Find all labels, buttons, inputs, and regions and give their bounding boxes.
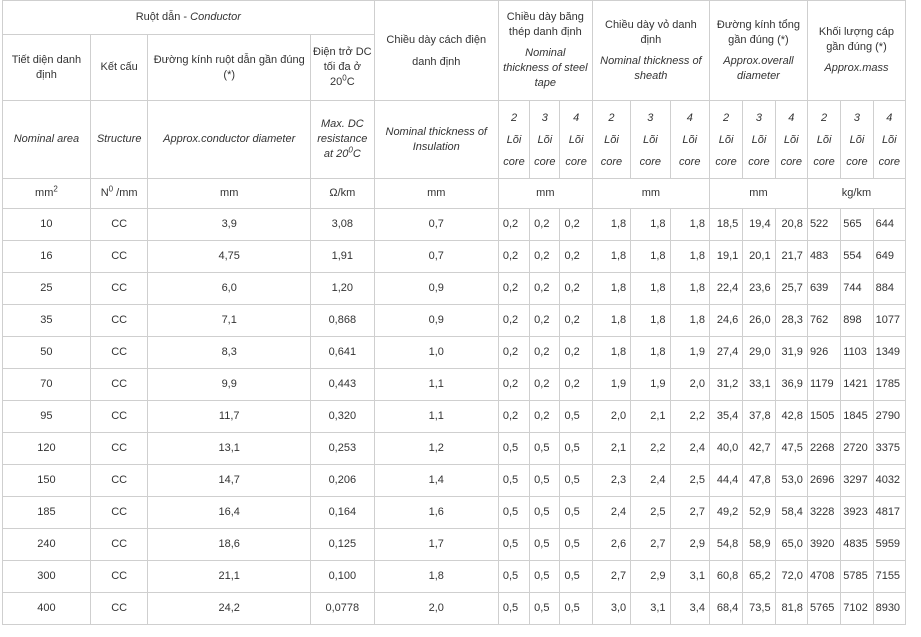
table-cell: 0,443 [311,369,375,401]
table-cell: 240 [3,529,91,561]
table-cell: 2,6 [592,529,630,561]
table-cell: CC [90,529,148,561]
table-cell: 7102 [841,593,873,625]
structure-header-vi [90,35,148,101]
table-cell: 1785 [873,369,905,401]
table-cell: 0,5 [560,561,592,593]
table-cell: 5959 [873,529,905,561]
table-row [3,497,906,529]
table-cell: 1,1 [374,369,498,401]
unit-diameter: mm [148,179,311,209]
table-row [3,337,906,369]
table-cell: 50 [3,337,91,369]
table-cell: 0,5 [530,465,560,497]
table-cell: 26,0 [743,305,775,337]
sheath-label-en: Nominal thickness of sheath [600,54,702,82]
table-cell: 2,4 [592,497,630,529]
table-cell: 5765 [807,593,840,625]
table-cell: 24,6 [709,305,742,337]
table-cell: 4817 [873,497,905,529]
table-cell: 25,7 [775,273,807,305]
table-cell: 19,1 [709,241,742,273]
table-cell: 0,5 [560,401,592,433]
table-cell: 2,2 [631,433,670,465]
table-cell: 29,0 [743,337,775,369]
table-cell: 14,7 [148,465,311,497]
table-cell: 0,2 [498,273,529,305]
tape-label-vi: Chiều dày băng thép danh định [506,11,584,38]
table-cell: 0,2 [498,369,529,401]
table-cell: 0,125 [311,529,375,561]
table-cell: 65,0 [775,529,807,561]
table-cell: 47,8 [743,465,775,497]
table-cell: 3375 [873,433,905,465]
table-cell: 1,8 [670,273,709,305]
table-cell: 3228 [807,497,840,529]
table-cell: 2720 [841,433,873,465]
conductor-group-header [3,1,375,35]
table-cell: 60,8 [709,561,742,593]
table-cell: CC [90,593,148,625]
table-cell: 20,8 [775,209,807,241]
diameter-label-en: Approx.conductor diameter [163,133,296,145]
overall-header [709,1,807,101]
table-cell: 2268 [807,433,840,465]
overall-label-vi: Đường kính tổng gần đúng (*) [716,18,800,46]
table-cell: 52,9 [743,497,775,529]
table-cell: 35 [3,305,91,337]
table-cell: 10 [3,209,91,241]
core-header-mass-2: 2 Lõi core [807,101,840,179]
table-cell: 2,0 [374,593,498,625]
overall-label-en: Approx.overall diameter [723,54,794,82]
table-cell: CC [90,209,148,241]
sheath-label-vi: Chiều dày vỏ danh định [605,18,697,46]
table-row [3,241,906,273]
unit-resistance: Ω/km [311,179,375,209]
table-cell: 27,4 [709,337,742,369]
resistance-label-vi: Điện trở DC tối đa ở 20 [313,46,372,88]
table-cell: 300 [3,561,91,593]
table-cell: 0,2 [498,401,529,433]
resistance-label-en: Max. DC resistance at 20 [317,118,368,160]
table-cell: 1,1 [374,401,498,433]
table-cell: 1,91 [311,241,375,273]
area-label-en: Nominal area [13,133,80,145]
table-cell: 0,2 [498,241,529,273]
table-cell: 33,1 [743,369,775,401]
tape-header [498,1,592,101]
table-cell: 0,2 [498,337,529,369]
table-cell: 0,5 [498,529,529,561]
table-cell: 0,5 [560,529,592,561]
table-cell: 483 [807,241,840,273]
table-cell: 2,1 [592,433,630,465]
table-cell: 3,1 [631,593,670,625]
table-cell: 35,4 [709,401,742,433]
core-header-mass-4: 4 Lõi core [873,101,905,179]
table-cell: 3,1 [670,561,709,593]
resistance-unit-en: C [352,148,361,160]
table-cell: 72,0 [775,561,807,593]
table-cell: 0,2 [560,209,592,241]
table-cell: 0,2 [560,241,592,273]
unit-sheath: mm [592,179,709,209]
table-row [3,465,906,497]
area-label-vi: Tiết diện danh định [11,53,82,81]
table-cell: 1,8 [592,209,630,241]
table-cell: 58,9 [743,529,775,561]
table-cell: 65,2 [743,561,775,593]
table-cell: 1,8 [670,305,709,337]
table-cell: 3,08 [311,209,375,241]
diameter-header-en [148,101,311,179]
table-cell: 0,2 [498,305,529,337]
table-cell: 7,1 [148,305,311,337]
table-cell: 1,8 [670,241,709,273]
table-cell: 554 [841,241,873,273]
core-header-overall-2: 2 Lõi core [709,101,742,179]
table-cell: 1,8 [592,337,630,369]
core-header-sheath-2: 2 Lõi core [592,101,630,179]
table-cell: 24,2 [148,593,311,625]
table-cell: 0,5 [498,561,529,593]
table-cell: 1,4 [374,465,498,497]
table-cell: 565 [841,209,873,241]
table-cell: 1,0 [374,337,498,369]
table-cell: CC [90,401,148,433]
table-cell: 8,3 [148,337,311,369]
table-cell: 31,9 [775,337,807,369]
table-cell: CC [90,465,148,497]
table-cell: 1845 [841,401,873,433]
table-cell: 1,9 [631,369,670,401]
table-row [3,209,906,241]
table-cell: 2,0 [670,369,709,401]
table-cell: 926 [807,337,840,369]
table-row [3,401,906,433]
core-header-sheath-4: 4 Lõi core [670,101,709,179]
mass-label-vi: Khối lượng cáp gần đúng (*) [818,26,895,53]
table-cell: 1,8 [670,209,709,241]
resistance-unit-vi: C [346,76,355,88]
table-cell: 644 [873,209,905,241]
core-header-tape-4: 4 Lõi core [560,101,592,179]
table-cell: 2,7 [631,529,670,561]
table-cell: 1505 [807,401,840,433]
table-cell: 9,9 [148,369,311,401]
table-cell: 1103 [841,337,873,369]
structure-label-vi: Kết cấu [100,61,138,73]
table-cell: 11,7 [148,401,311,433]
table-cell: 2,4 [670,433,709,465]
table-cell: 1,8 [631,305,670,337]
table-cell: 0,5 [530,561,560,593]
table-cell: 1,20 [311,273,375,305]
table-cell: 2,0 [592,401,630,433]
table-cell: 42,7 [743,433,775,465]
table-cell: 73,5 [743,593,775,625]
table-cell: 0,5 [530,593,560,625]
table-row [3,529,906,561]
sheath-header [592,1,709,101]
table-cell: 28,3 [775,305,807,337]
table-cell: 400 [3,593,91,625]
table-cell: CC [90,337,148,369]
table-cell: 0,2 [530,209,560,241]
table-cell: 58,4 [775,497,807,529]
table-cell: 4835 [841,529,873,561]
table-cell: 3,9 [148,209,311,241]
table-cell: 0,2 [530,305,560,337]
table-cell: 0,9 [374,273,498,305]
area-header-en [3,101,91,179]
table-cell: 21,7 [775,241,807,273]
table-cell: 1,6 [374,497,498,529]
degree-sup: 0 [342,73,347,83]
conductor-label-en: Conductor [190,11,241,23]
table-cell: 0,5 [498,465,529,497]
table-cell: 13,1 [148,433,311,465]
table-cell: 0,5 [530,497,560,529]
table-cell: 522 [807,209,840,241]
table-cell: 0,2 [560,273,592,305]
table-cell: 0,5 [498,433,529,465]
core-header-tape-2: 2 Lõi core [498,101,529,179]
table-cell: 37,8 [743,401,775,433]
table-cell: CC [90,241,148,273]
table-cell: CC [90,561,148,593]
table-cell: 3923 [841,497,873,529]
table-cell: 2,5 [631,497,670,529]
unit-tape: mm [498,179,592,209]
table-cell: 0,164 [311,497,375,529]
table-cell: 2,1 [631,401,670,433]
table-cell: 19,4 [743,209,775,241]
table-cell: 0,868 [311,305,375,337]
table-cell: 762 [807,305,840,337]
table-cell: 6,0 [148,273,311,305]
table-cell: 0,2 [560,369,592,401]
table-cell: 2,2 [670,401,709,433]
degree-sup: 0 [348,145,353,155]
structure-label-en: Structure [96,133,142,145]
table-cell: 5785 [841,561,873,593]
table-cell: 2,4 [631,465,670,497]
diameter-header-vi [148,35,311,101]
table-cell: 1,8 [631,209,670,241]
unit-overall: mm [709,179,807,209]
table-cell: 70 [3,369,91,401]
table-cell: 2696 [807,465,840,497]
table-cell: 1421 [841,369,873,401]
table-cell: 3,0 [592,593,630,625]
insulation-label-en: Nominal thickness of Insulation [385,125,487,153]
table-cell: 0,100 [311,561,375,593]
table-row [3,561,906,593]
table-cell: 20,1 [743,241,775,273]
table-cell: 1349 [873,337,905,369]
mass-header [807,1,905,101]
table-cell: 1,8 [374,561,498,593]
table-cell: 1179 [807,369,840,401]
table-cell: 0,7 [374,209,498,241]
table-cell: 150 [3,465,91,497]
table-cell: 0,2 [530,337,560,369]
table-cell: 0,253 [311,433,375,465]
table-cell: 7155 [873,561,905,593]
table-cell: 1,7 [374,529,498,561]
table-cell: 2,9 [631,561,670,593]
table-cell: 1077 [873,305,905,337]
table-cell: 185 [3,497,91,529]
table-row [3,593,906,625]
table-cell: 0,9 [374,305,498,337]
table-cell: 0,320 [311,401,375,433]
table-cell: 2790 [873,401,905,433]
core-header-sheath-3: 3 Lõi core [631,101,670,179]
table-cell: 120 [3,433,91,465]
table-cell: 0,2 [530,273,560,305]
table-cell: 0,5 [530,433,560,465]
table-cell: 22,4 [709,273,742,305]
table-row [3,369,906,401]
tape-label-en: Nominal thickness of steel tape [503,47,588,89]
table-cell: 0,2 [560,305,592,337]
table-cell: 40,0 [709,433,742,465]
table-cell: 0,2 [498,209,529,241]
table-cell: 1,8 [631,241,670,273]
table-cell: 0,641 [311,337,375,369]
diameter-label-vi: Đường kính ruột dẫn gần đúng (*) [153,53,305,81]
table-cell: 0,2 [530,401,560,433]
area-header-vi [3,35,91,101]
core-header-overall-4: 4 Lõi core [775,101,807,179]
table-cell: 1,9 [592,369,630,401]
table-cell: 16 [3,241,91,273]
table-cell: 16,4 [148,497,311,529]
table-row [3,273,906,305]
table-cell: 744 [841,273,873,305]
table-cell: 2,5 [670,465,709,497]
table-cell: 68,4 [709,593,742,625]
table-body [3,209,906,625]
table-cell: 4032 [873,465,905,497]
table-cell: 1,8 [592,241,630,273]
table-cell: 42,8 [775,401,807,433]
table-cell: 95 [3,401,91,433]
table-cell: 1,8 [592,273,630,305]
unit-insulation: mm [374,179,498,209]
table-cell: CC [90,369,148,401]
table-cell: 1,8 [631,337,670,369]
table-cell: 0,5 [498,593,529,625]
structure-header-en [90,101,148,179]
table-cell: CC [90,497,148,529]
table-cell: 0,0778 [311,593,375,625]
table-cell: 54,8 [709,529,742,561]
table-cell: CC [90,305,148,337]
table-cell: 0,206 [311,465,375,497]
table-row [3,305,906,337]
core-header-overall-3: 3 Lõi core [743,101,775,179]
table-cell: 0,5 [560,497,592,529]
table-cell: 0,5 [560,593,592,625]
insulation-header-vi [374,1,498,101]
table-cell: 898 [841,305,873,337]
table-cell: 1,9 [670,337,709,369]
mass-label-en: Approx.mass [824,62,889,74]
table-cell: 3297 [841,465,873,497]
table-cell: 884 [873,273,905,305]
unit-structure: $N^0$ /mm [90,179,148,209]
table-cell: 0,5 [560,433,592,465]
table-cell: 639 [807,273,840,305]
table-cell: 3,4 [670,593,709,625]
table-cell: 53,0 [775,465,807,497]
table-cell: 49,2 [709,497,742,529]
unit-mass: kg/km [807,179,905,209]
table-cell: 1,2 [374,433,498,465]
table-cell: 25 [3,273,91,305]
table-cell: 36,9 [775,369,807,401]
table-cell: 0,5 [530,529,560,561]
resistance-header-en [311,101,375,179]
table-cell: 0,2 [530,369,560,401]
core-header-mass-3: 3 Lõi core [841,101,873,179]
table-cell: 0,2 [560,337,592,369]
table-cell: 2,9 [670,529,709,561]
table-cell: 0,2 [530,241,560,273]
table-cell: 1,8 [631,273,670,305]
table-cell: 47,5 [775,433,807,465]
table-cell: 81,8 [775,593,807,625]
table-cell: CC [90,433,148,465]
table-cell: 21,1 [148,561,311,593]
insulation-header-en [374,101,498,179]
table-cell: CC [90,273,148,305]
table-cell: 18,5 [709,209,742,241]
insulation-label-vi: Chiều dày cách điện danh định [386,33,487,68]
cable-spec-table [2,0,906,625]
table-cell: 44,4 [709,465,742,497]
table-cell: 649 [873,241,905,273]
table-cell: 1,8 [592,305,630,337]
unit-area: $mm^2$ [3,179,91,209]
table-row [3,433,906,465]
table-cell: 31,2 [709,369,742,401]
table-cell: 4,75 [148,241,311,273]
table-cell: 0,7 [374,241,498,273]
table-cell: 0,5 [498,497,529,529]
table-cell: 8930 [873,593,905,625]
table-cell: 0,5 [560,465,592,497]
table-cell: 2,7 [592,561,630,593]
table-cell: 18,6 [148,529,311,561]
core-header-tape-3: 3 Lõi core [530,101,560,179]
conductor-label-vi: Ruột dẫn - [135,11,191,23]
table-cell: 4708 [807,561,840,593]
table-cell: 23,6 [743,273,775,305]
resistance-header-vi [311,35,375,101]
table-cell: 2,3 [592,465,630,497]
table-cell: 3920 [807,529,840,561]
table-cell: 2,7 [670,497,709,529]
